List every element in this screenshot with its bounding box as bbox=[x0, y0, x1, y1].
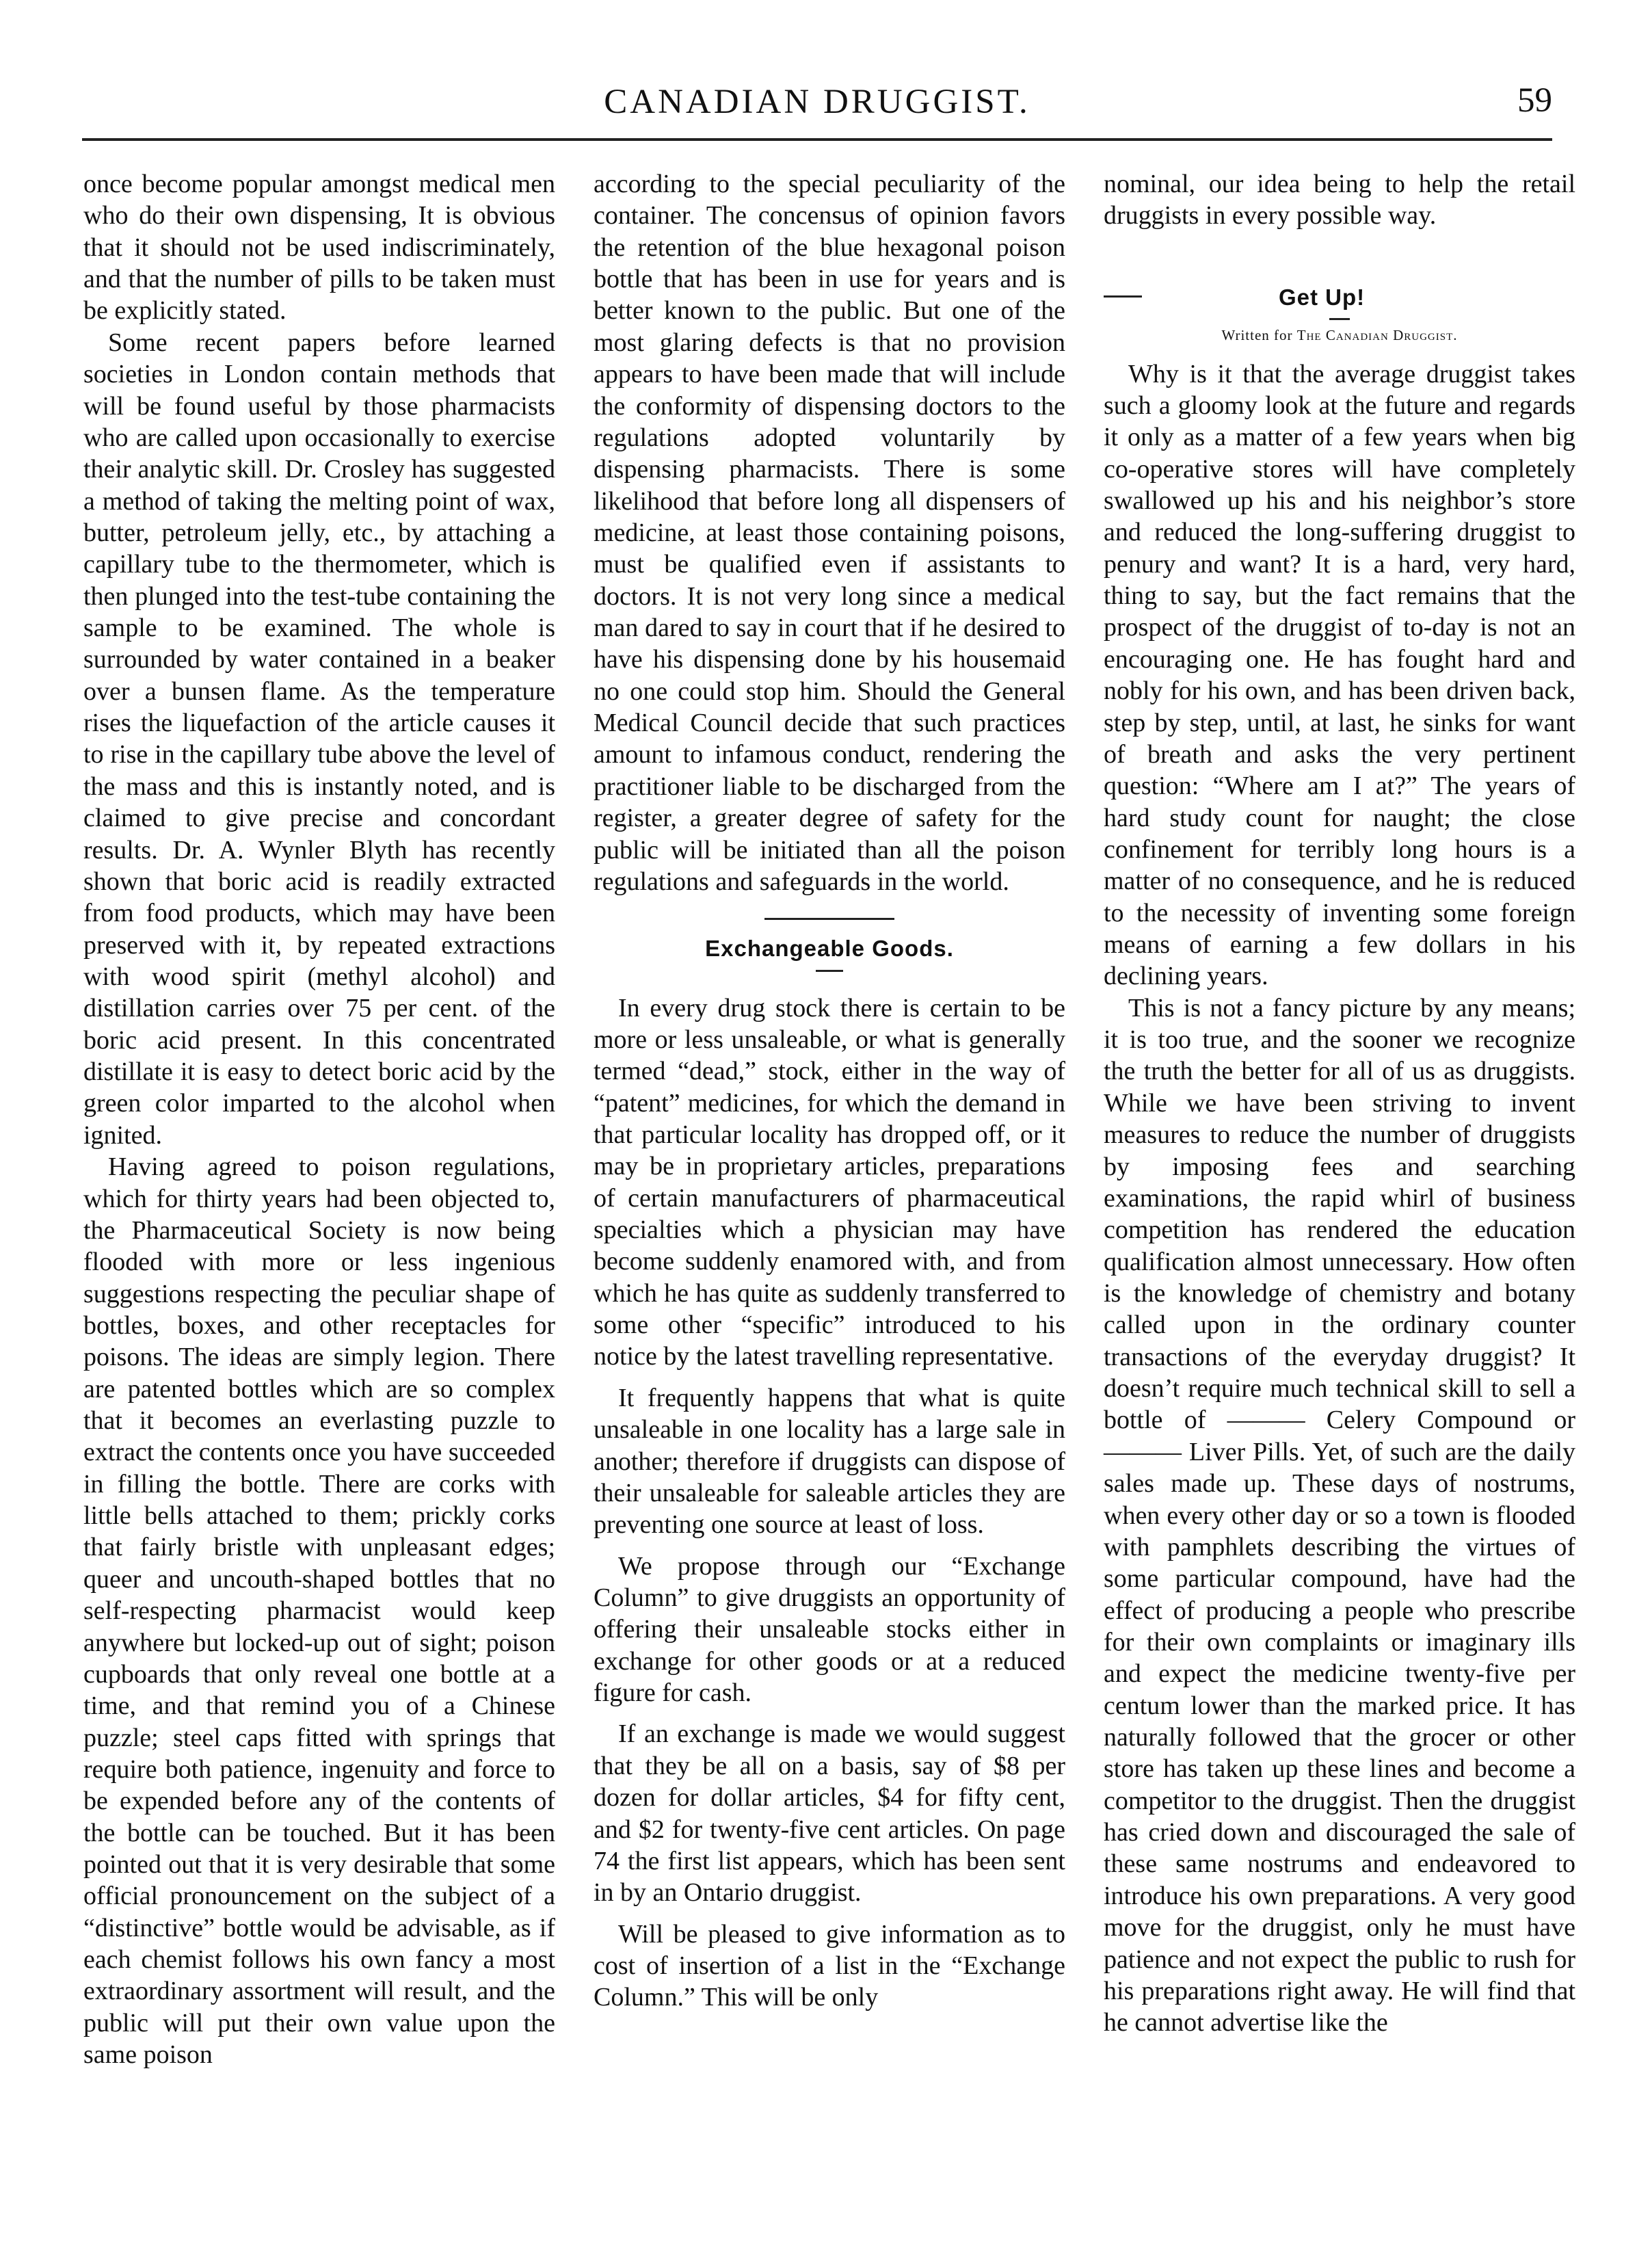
paragraph: Some recent papers before learned societies in London contain methods that will be found useful by those pharmacists who are called upon occasionally to exercise their analytic skill. Dr. Crosley has suggested a method of taking the melting point of wax, butter, petroleum jelly, etc., by attaching a capillary tube to the thermometer, which is then plunged into the test-tube containing the sample to be examined. The whole is surrounded by water contained in a beaker over a bunsen flame. As the temperature rises the liquefaction of the article causes it to rise in the capillary tube above the level of the mass and this is instantly noted, and is claimed to give precise and concordant results. Dr. A. Wynler Blyth has recently shown that boric acid is readily extracted from food products, which may have been preserved with it, by repeated extractions with wood spirit (methyl alcohol) and distillation carries over 75 per cent. of the boric acid present. In this concentrated distillate it is easy to detect boric acid by the green color imparted to the alcohol when ignited. bbox=[83, 328, 555, 1150]
heading-tick bbox=[1104, 295, 1142, 298]
page-number: 59 bbox=[1517, 81, 1552, 120]
heading-row bbox=[1104, 280, 1575, 314]
paragraph: If an exchange is made we would suggest that they be all on a basis, say of $8 per dozen for dollar articles, $4 for fifty cent, and $2 for twenty-five cent articles. On page 74 the first list appears, which has been sent in by an Ontario druggist. bbox=[594, 1719, 1065, 1908]
byline-publication: The Canadian Druggist. bbox=[1296, 326, 1458, 343]
page-header bbox=[82, 66, 1552, 141]
paragraph: This is not a fancy picture by any means; it is too true, and the sooner we recognize the truth the better for all of us as druggists. While we have been striving to invent measures to reduce the number of druggists by imposing fees and searching examinations, the rapid whirl of business competition has rendered the education qualification almost unnecessary. How often is the knowledge of chemistry and botany called upon in the ordinary counter transactions of the everyday druggist? It doesn’t require much technical skill to sell a bottle of ——— Celery Compound or ——— Liver Pills. Yet, of such are the daily sales made up. These days of nostrums, when every other day or so a town is flooded with pamphlets describing the virtues of some particular compound, have had the effect of producing a people who prescribe for their own complaints or imaginary ills and expect the medicine twenty-five per centum lower than the marked price. It has naturally followed that the grocer or other store has taken up these lines and become a competitor to the druggist. Then the druggist has cried down and discouraged the sale of these same nostrums and endeavored to introduce his own preparations. A very good move for the druggist, only he must have patience and not expect the public to rush for his preparations right away. He will find that he cannot advertise like the bbox=[1104, 993, 1575, 2038]
paragraph: according to the special peculiarity of the container. The concensus of opinion favors the retention of the blue hexagonal poison bottle that has been in use for years and is better known to the public. But one of the most glaring defects is that no provision appears to have been made that will include the conformity of dispensing doctors to the regulations adopted voluntarily by dispensing pharmacists. There is some likelihood that before long all dispensers of medicine, at least those containing poisons, must be qualified even if assistants to doctors. It is not very long since a medical man dared to say in court that if he desired to have his dispensing done by his housemaid no one could stop him. Should the General Medical Council decide that such practices amount to infamous conduct, rendering the practitioner liable to be discharged from the register, a greater degree of safety for the public will be initiated than all the poison regulations and safeguards in the world. bbox=[594, 170, 1065, 896]
paragraph: Will be pleased to give information as to cost of insertion of a list in the “Exchange Column.” This will be only bbox=[594, 1919, 1065, 2012]
section-heading-exchangeable-goods: Exchangeable Goods. bbox=[705, 936, 954, 962]
section-heading-get-up: Get Up! bbox=[1279, 284, 1366, 310]
paragraph: Having agreed to poison regulations, which for thirty years had been objected to, the Pharmaceutical Society is now being flooded with more or less ingenious suggestions respecting the peculiar shape of bottles, boxes, and other receptacles for poisons. The ideas are simply legion. There are patented bottles which are so complex that it becomes an everlasting puzzle to extract the contents once you have succeeded in filling the bottle. There are corks with little bells attached to them; prickly corks that fairly bristle with unpleasant edges; queer and uncouth-shaped bottles that no self-respecting pharmacist would keep anywhere but locked-up out of sight; poison cupboards that only reveal one bottle at a time, and that remind you of a Chinese puzzle; steel caps fitted with springs that require both patience, ingenuity and force to be expended before any of the contents of the bottle can be touched. But it has been pointed out that it is very desirable that some official pronouncement on the subject of a “distinctive” bottle would be advisable, as if each chemist follows his own fancy a most extraordinary assortment will result, and the public will put their own value upon the same poison bbox=[83, 1152, 556, 2070]
column-middle bbox=[594, 168, 1065, 2014]
column-right bbox=[1104, 168, 1575, 2039]
section-divider bbox=[764, 918, 894, 920]
paragraph: We propose through our “Exchange Column” to give druggists an opportunity of offering their unsaleable stocks either in exchange for other goods or at a reduced figure for cash. bbox=[594, 1551, 1065, 1708]
paragraph: It frequently happens that what is quite unsaleable in one locality has a large sale in another; therefore if druggists can dispose of their unsaleable for saleable articles they are preventing one source at least of loss. bbox=[594, 1383, 1065, 1540]
heading-dash bbox=[816, 970, 843, 972]
paragraph: nominal, our idea being to help the retail druggists in every possible way. bbox=[1104, 170, 1575, 230]
paragraph: In every drug stock there is certain to be more or less unsaleable, or what is generally termed “dead,” stock, either in the way of “patent” medicines, for which the demand in that particular locality has dropped off, or it may be in proprietary articles, preparations of certain manufacturers of pharmaceutical specialties which a physician may have become suddenly enamored with, and from which he has quite as suddenly transferred to some other “specific” introduced to his notice by the latest travelling representative. bbox=[594, 993, 1065, 1371]
byline bbox=[1104, 327, 1575, 345]
byline-prefix: Written for bbox=[1221, 326, 1293, 343]
heading-dash bbox=[1329, 318, 1350, 320]
column-left bbox=[83, 168, 555, 2071]
paragraph: once become popular amongst medical men who do their own dispensing, It is obvious that it should not be used indiscriminately, and that the number of pills to be taken must be explicitly stated. bbox=[83, 170, 555, 326]
paragraph: Why is it that the average druggist takes such a gloomy look at the future and regards it only as a matter of a few years when big co-operative stores will have completely swallowed up his and his neighbor’s store and reduced the long-suffering druggist to penury and want? It is a hard, very hard, thing to say, but the fact remains that the prospect of the druggist of to-day is not an encouraging one. He has fought hard and nobly for his own, and has been driven back, step by step, until, at last, he sinks for want of breath and asks the very pertinent question: “Where am I at?” The years of hard study count for naught; the close confinement for terribly long hours is a matter of no consequence, and he is reduced to the necessity of inventing some foreign means of earning a few dollars in his declining years. bbox=[1104, 359, 1575, 991]
running-title: CANADIAN DRUGGIST. bbox=[604, 83, 1030, 121]
